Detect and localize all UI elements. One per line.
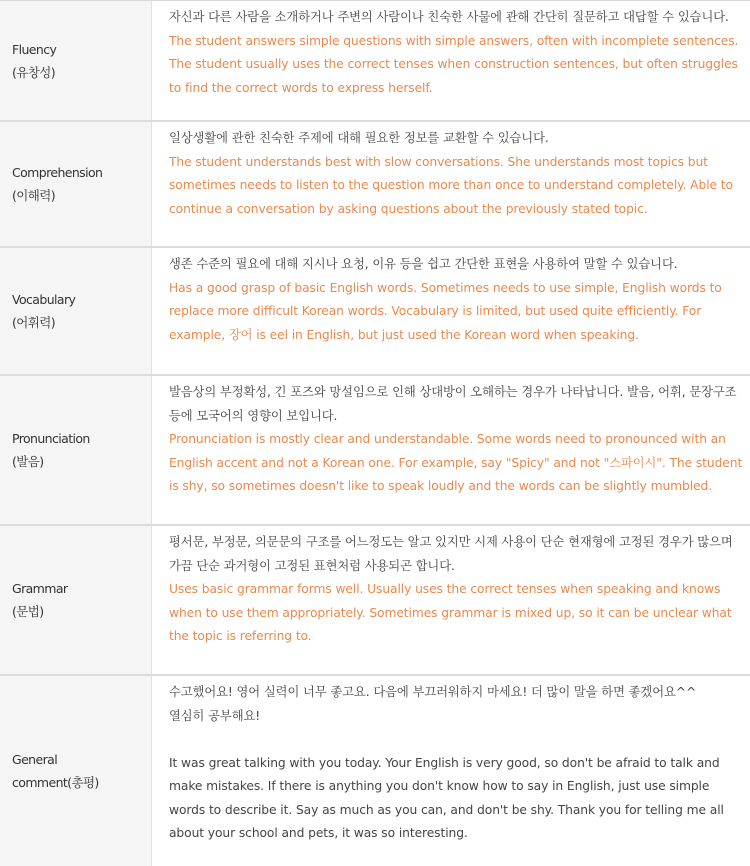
english-comment: It was great talking with you today. Your English is very good, so don't be afraid to talk and make mistakes. If there is anything you don't know how to say in English, just use simple words to describe it. Say as much as you can, and don't be shy. Thank you for telling me all about your school and pets, it was so interesting. [169, 755, 724, 840]
row-fluency [0, 1, 750, 122]
category-label-en: Grammar [12, 581, 68, 596]
korean-description: 생존 수준의 필요에 대해 지시나 요청, 이유 등을 쉽고 간단한 표현을 사용하여 말할 수 있습니다. [169, 257, 678, 271]
content-cell [152, 526, 750, 674]
row-vocabulary [0, 248, 750, 376]
label-cell [0, 376, 152, 524]
row-general-comment [0, 676, 750, 866]
content-cell [152, 1, 750, 120]
category-label-en: Fluency [12, 41, 57, 57]
content-cell [152, 376, 750, 524]
category-label-ko: (어휘력) [12, 315, 55, 330]
category-label-ko: (유창성) [12, 64, 55, 80]
korean-description: 일상생활에 관한 친숙한 주제에 대해 필요한 정보를 교환할 수 있습니다. [169, 131, 549, 145]
label-cell [0, 1, 152, 120]
english-feedback: Pronunciation is mostly clear and understandable. Some words need to pronounced with an English accent and not a Korean one. For example, say "Spicy" and not "스파이시". The student is shy, so sometimes doesn't like to speak loudly and the words can be slightly mumbled. [169, 432, 743, 493]
korean-description: 발음상의 부정확성, 긴 포즈와 망설임으로 인해 상대방이 오해하는 경우가 나타납니다. 발음, 어휘, 문장구조 등에 모국어의 영향이 보입니다. [169, 385, 737, 423]
category-label-en: Pronunciation [12, 431, 90, 446]
row-comprehension [0, 122, 750, 248]
category-label-en: General [12, 752, 58, 767]
row-grammar [0, 526, 750, 676]
content-cell [152, 676, 750, 866]
label-cell [0, 248, 152, 374]
content-cell [152, 122, 750, 246]
english-feedback: Has a good grasp of basic English words. Sometimes needs to use simple, English words to replace more difficult Korean words. Vocabulary is limited, but used quite efficiently. For example, 장어 is eel in English, but just used the Korean word when speaking. [169, 280, 722, 342]
english-feedback: The student answers simple questions with simple answers, often with incomplete sentences. The student usually uses the correct tenses when construction sentences, but often struggles to find the correct words to express herself. [169, 33, 739, 95]
paragraph-spacer [169, 728, 746, 752]
content-cell [152, 248, 750, 374]
korean-comment-line: 열심히 공부해요! [169, 708, 261, 723]
category-label-ko: (이해력) [12, 188, 55, 203]
korean-description: 자신과 다른 사람을 소개하거나 주변의 사람이나 친숙한 사물에 관해 간단히 질문하고 대답할 수 있습니다. [169, 10, 729, 24]
korean-comment-line: 수고했어요! 영어 실력이 너무 좋고요. 다음에 부끄러워하지 마세요! 더 많이 말을 하면 좋겠어요^^ [169, 685, 697, 699]
category-label-ko: comment(총평) [12, 775, 99, 790]
english-feedback: Uses basic grammar forms well. Usually uses the correct tenses when speaking and knows when to use them appropriately. Sometimes grammar is mixed up, so it can be unclear what the topic is referring to. [169, 582, 732, 643]
english-feedback: The student understands best with slow conversations. She understands most topics but sometimes needs to listen to the question more than once to understand completely. Able to continue a conversation by asking questions about the previously stated topic. [169, 154, 733, 216]
row-pronunciation [0, 376, 750, 526]
category-label-ko: (발음) [12, 454, 44, 469]
category-label-en: Comprehension [12, 165, 103, 180]
category-label-ko: (문법) [12, 604, 44, 619]
category-label-en: Vocabulary [12, 292, 76, 307]
label-cell [0, 122, 152, 246]
label-cell [0, 676, 152, 866]
label-cell [0, 526, 152, 674]
korean-description: 평서문, 부정문, 의문문의 구조를 어느정도는 알고 있지만 시제 사용이 단순 현재형에 고정된 경우가 많으며 가끔 단순 과거형이 고정된 표현처럼 사용되곤 합니다. [169, 535, 733, 573]
